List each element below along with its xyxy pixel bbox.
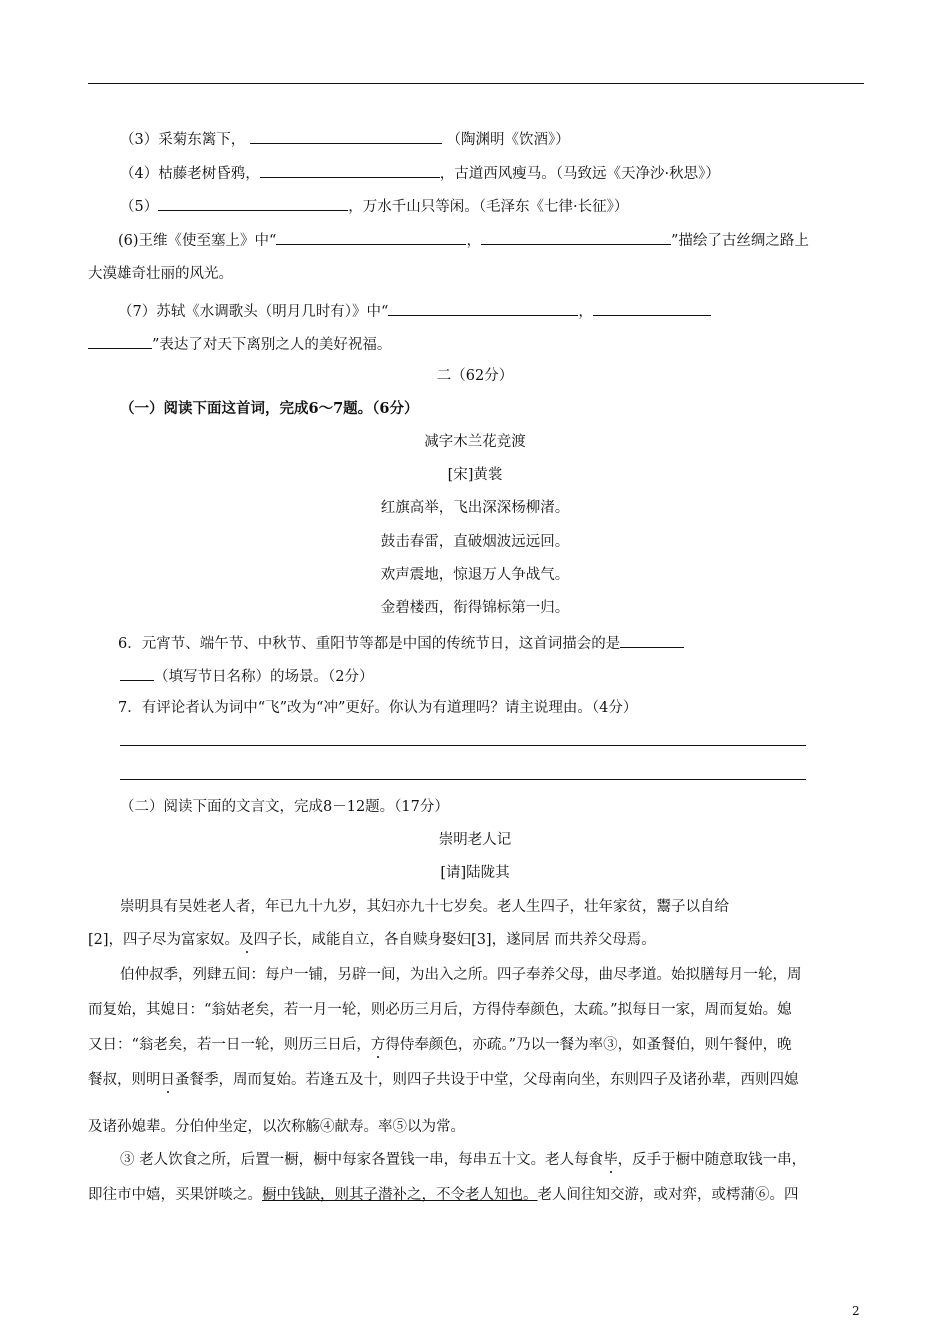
- q6fill-line2: 大漠雄奇壮丽的风光。: [88, 266, 233, 282]
- text-span: 老人间往知交游，或对弈，或樗蒲⑥。四: [537, 1187, 799, 1203]
- page-number: 2: [852, 1304, 860, 1318]
- question-6-line2: [120, 665, 373, 687]
- emphasis-char: 及: [239, 932, 254, 948]
- q6fill-line: [118, 229, 809, 251]
- q4-line: [120, 162, 720, 184]
- part2-heading: （二）阅读下面的文言文，完成8－12题。（17分）: [120, 799, 449, 815]
- q6fill-blank-1[interactable]: [276, 229, 466, 245]
- paragraph-line: [88, 1035, 792, 1055]
- emphasis-char: 方: [370, 1037, 386, 1053]
- q5-source: ，万水千山只等闲。（毛泽东《七律·长征》）: [348, 199, 629, 215]
- q7fill-suffix: ”表达了对天下离别之人的美好祝福。: [152, 337, 392, 353]
- poem-line: 金碧楼西，衔得锦标第一归。: [380, 600, 570, 616]
- text-span: 蚤餐季，周而复始。若逢五及十，则四子共设于中堂，父母南向坐，东则四子及诸孙辈，西则四媳: [175, 1072, 799, 1088]
- q7fill-blank-2[interactable]: [593, 300, 711, 316]
- q3-line: [120, 128, 570, 150]
- q6fill-comma: ，: [466, 233, 481, 249]
- question-6: [118, 632, 684, 654]
- q3-answer-blank[interactable]: [250, 128, 442, 144]
- q7fill-blank-2-cont[interactable]: [88, 333, 152, 349]
- paragraph-line: [88, 1070, 799, 1090]
- q7fill-line: [118, 300, 711, 322]
- text-span: 四子长，咸能自立，各自赎身娶妇[3]，遂同居 而共养父母焉。: [253, 932, 656, 948]
- question-6-text: 6．元宵节、端午节、中秋节、重阳节等都是中国的传统节日，这首词描会的是: [118, 636, 621, 652]
- q5-answer-blank[interactable]: [158, 195, 348, 211]
- text-span: 得侍奉颜色，亦疏。”乃以一餐为率③，如蚤餐伯，则午餐仲，晚: [385, 1037, 792, 1053]
- answer-line[interactable]: [120, 779, 806, 780]
- text-span: 又日：“翁老矣，若一日一轮，则历三日后，: [88, 1037, 371, 1053]
- emphasis-char: 毕: [603, 1152, 618, 1168]
- q6fill-prompt: (6)王维《使至塞上》中“: [118, 233, 277, 249]
- q7fill-comma: ，: [578, 304, 593, 320]
- q7fill-line2: [88, 333, 391, 355]
- q7fill-blank-1[interactable]: [388, 300, 578, 316]
- text-span: [2]，四子尽为富家奴。: [88, 932, 240, 948]
- text-span: ，反手于橱中随意取钱一串，: [617, 1152, 807, 1168]
- section-two-heading: 二（62分）: [436, 368, 514, 384]
- q4-source: ，古道西风瘦马。（马致远《天净沙·秋思》）: [439, 166, 720, 182]
- poem-line: 欢声震地，惊退万人争战气。: [380, 567, 570, 583]
- paragraph-line: [120, 1150, 806, 1170]
- q5-number: （5）: [120, 199, 159, 215]
- paragraph-line: 及诸孙媳辈。分伯仲坐定，以次称觞④献寿。率⑤以为常。: [88, 1119, 465, 1135]
- header-rule: [88, 83, 864, 84]
- paragraph-line: 伯仲叔季，列肆五间：每户一铺，另辟一间，为出入之所。四子奉养父母，曲尽孝道。始拟膳每月一轮，周: [120, 967, 802, 983]
- paragraph-line: 崇明具有吴姓老人者，年已九十九岁，其妇亦九十七岁矣。老人生四子，壮年家贫，鬻子以自给: [120, 899, 729, 915]
- essay-author: [请]陆陇其: [440, 865, 510, 881]
- question-6-blank-cont[interactable]: [120, 665, 154, 681]
- question-6-blank[interactable]: [620, 632, 684, 648]
- poem-author: [宋]黄裳: [447, 467, 503, 483]
- q4-answer-blank[interactable]: [260, 162, 440, 178]
- poem-title: 减字木兰花竞渡: [424, 434, 526, 450]
- q3-source: （陶渊明《饮酒》）: [446, 132, 570, 148]
- poem-line: 红旗高举，飞出深深杨柳渚。: [380, 500, 570, 516]
- poem-line: 鼓击春雷，直破烟波远远回。: [380, 534, 570, 550]
- question-6-suffix: （填写节日名称）的场景。（2分）: [154, 669, 374, 685]
- q4-prompt: 枯藤老树昏鸦，: [158, 166, 260, 182]
- paragraph-line: 而复始，其媳日：“翁姑老矣，若一月一轮，则必历三月后，方得侍奉颜色，太疏。”拟每日一家，周而复始。媳: [88, 1002, 792, 1018]
- text-span: ③ 老人饮食之所，后置一橱，橱中每家各置钱一串，每串五十文。老人每食: [120, 1152, 604, 1168]
- q6fill-suffix: ”描绘了古丝绸之路上: [670, 233, 809, 249]
- question-7: 7．有评论者认为词中“飞”改为“冲”更好。你认为有道理吗？请主说理由。（4分）: [118, 700, 638, 716]
- paragraph-line: [88, 930, 656, 950]
- q3-prompt: 采菊东篱下，: [158, 132, 246, 148]
- text-span: 即往市中嬉，买果饼啖之。: [88, 1187, 262, 1203]
- q7fill-prompt: （7）苏轼《水调歌头（明月几时有）》中“: [118, 304, 389, 320]
- q6fill-blank-2[interactable]: [481, 229, 671, 245]
- q3-number: （3）: [120, 132, 159, 148]
- emphasis-char: 日: [160, 1072, 175, 1088]
- underlined-sentence: 橱中钱缺，则其子潜补之，不令老人知也。: [262, 1187, 538, 1203]
- q4-number: （4）: [120, 166, 159, 182]
- essay-title: 崇明老人记: [438, 832, 512, 848]
- answer-line[interactable]: [120, 745, 806, 746]
- q5-line: [120, 195, 628, 217]
- part1-heading: （一）阅读下面这首词，完成6～7题。（6分）: [120, 400, 419, 417]
- paragraph-line: [88, 1185, 799, 1205]
- text-span: 餐叔，则明: [88, 1072, 161, 1088]
